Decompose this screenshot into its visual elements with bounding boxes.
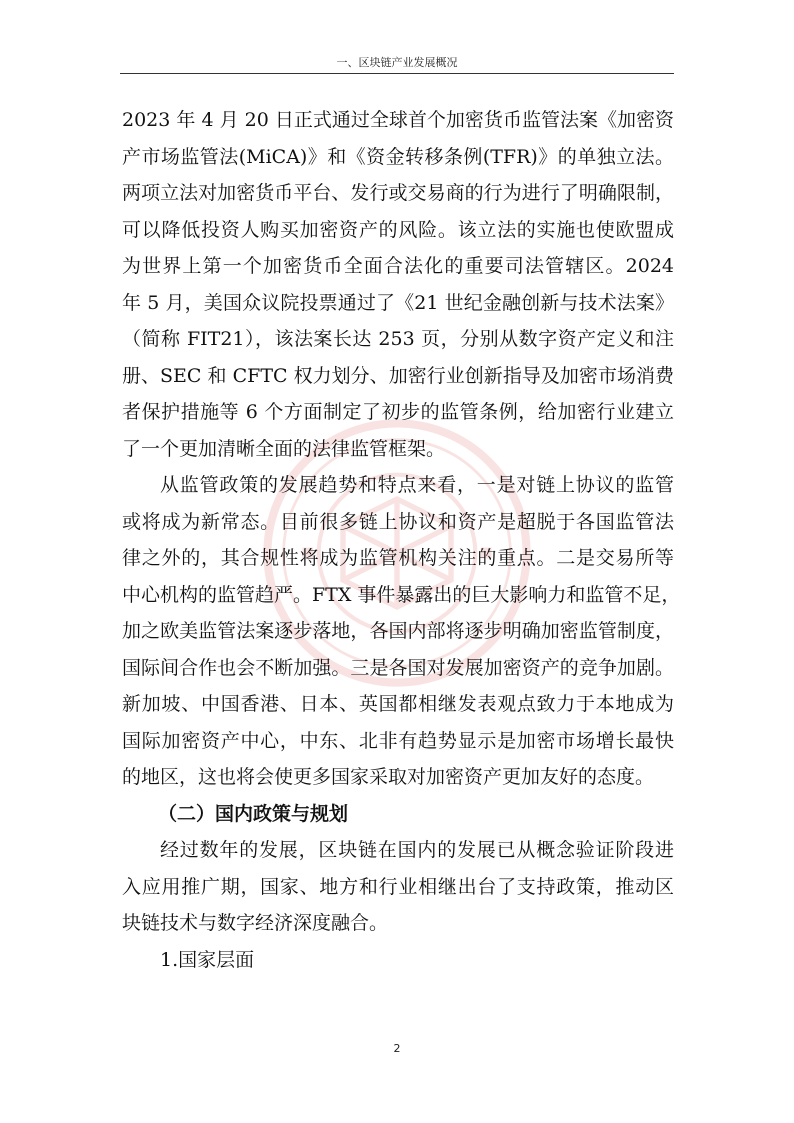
paragraph-start-line: 从监管政策的发展趋势和特点来看，一是对链上协议的监管 <box>160 474 674 496</box>
body-text <box>122 102 681 978</box>
text-line: 两项立法对加密货币平台、发行或交易商的行为进行了明确限制， <box>122 182 674 204</box>
text-line: 的地区，这也将会使更多国家采取对加密资产更加友好的态度。 <box>122 766 655 788</box>
header-divider <box>120 73 674 74</box>
text-line: 新加坡、中国香港、日本、英国都相继发表观点致力于本地成为 <box>122 693 674 715</box>
text-line: 为世界上第一个加密货币全面合法化的重要司法管辖区。2024 <box>122 255 674 277</box>
page-number: 2 <box>393 1042 401 1055</box>
text-line: （简称 FIT21），该法案长达 253 页，分别从数字资产定义和注 <box>122 328 674 350</box>
text-line: 了一个更加清晰全面的法律监管框架。 <box>122 437 446 460</box>
text-line: 或将成为新常态。目前很多链上协议和资产是超脱于各国监管法 <box>122 510 674 533</box>
text-line: 块链技术与数字经济深度融合。 <box>122 912 389 934</box>
paragraph-start-line: 经过数年的发展，区块链在国内的发展已从概念验证阶段进 <box>160 839 674 861</box>
section-heading: （二）国内政策与规划 <box>158 802 349 825</box>
text-line: 册、SEC 和 CFTC 权力划分、加密行业创新指导及加密市场消费 <box>122 364 674 387</box>
text-line: 可以降低投资人购买加密资产的风险。该立法的实施也使欧盟成 <box>122 218 674 241</box>
text-line: 国际加密资产中心，中东、北非有趋势显示是加密市场增长最快 <box>122 729 674 752</box>
text-line: 入应用推广期，国家、地方和行业相继出台了支持政策，推动区 <box>122 875 674 898</box>
text-line: 产市场监管法(MiCA)》和《资金转移条例(TFR)》的单独立法。 <box>122 145 674 168</box>
text-line: 者保护措施等 6 个方面制定了初步的监管条例，给加密行业建立 <box>122 401 674 423</box>
text-line: 律之外的，其合规性将成为监管机构关注的重点。二是交易所等 <box>122 547 674 569</box>
running-header: 一、区块链产业发展概况 <box>336 56 458 69</box>
text-line: 2023 年 4 月 20 日正式通过全球首个加密货币监管法案《加密资 <box>122 109 674 131</box>
subsection-heading: 1.国家层面 <box>160 948 255 971</box>
text-line: 加之欧美监管法案逐步落地，各国内部将逐步明确加密监管制度， <box>122 620 674 642</box>
text-line: 年 5 月，美国众议院投票通过了《21 世纪金融创新与技术法案》 <box>122 291 674 314</box>
text-line: 中心机构的监管趋严。FTX 事件暴露出的巨大影响力和监管不足， <box>122 583 681 606</box>
text-line: 国际间合作也会不断加强。三是各国对发展加密资产的竞争加剧。 <box>122 656 674 679</box>
